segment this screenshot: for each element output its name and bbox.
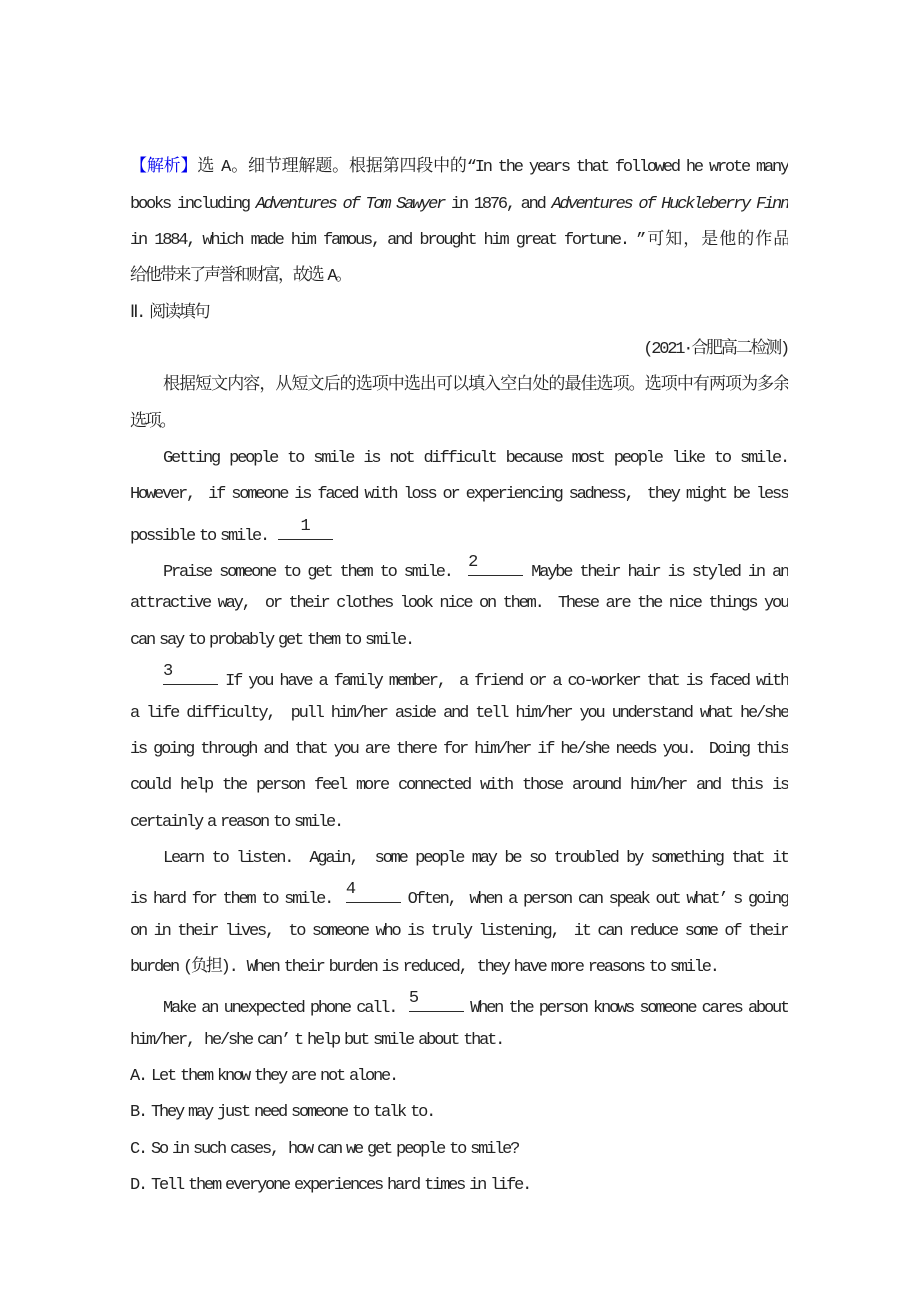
fill-blank-5: 5 (409, 986, 464, 1012)
text-run: If you have a family member, a friend or a co-worker that is faced with (218, 672, 788, 692)
fill-blank-4: 4 (346, 877, 401, 903)
passage-para-4-line-2 (130, 877, 788, 913)
analysis-explanation-line-3 (130, 223, 788, 259)
text-run: in 1884, which made him famous, and brought him great fortune. ”可知，是他的作品 (130, 231, 788, 251)
passage-para-3-line-4 (130, 768, 788, 804)
fill-blank-3: 3 (163, 659, 218, 685)
text-run: burden (负担). When their burden is reduced, they have more reasons to smile. (130, 957, 718, 977)
text-run: possible to smile. (130, 526, 279, 546)
passage-para-5-line-2 (130, 1023, 788, 1059)
text-run: him/her, he/she can’ t help but smile about that. (130, 1030, 504, 1050)
instructions-line-2 (130, 405, 788, 441)
passage-para-1-line-1 (130, 441, 788, 477)
text-run: C. So in such cases, how can we get people to smile? (130, 1139, 519, 1159)
text-run: Maybe their hair is styled in an (523, 563, 788, 583)
text-run: 给他带来了声誉和财富，故选 A。 (130, 267, 351, 287)
choice-b-line-1 (130, 1095, 788, 1131)
text-run: is hard for them to smile. (130, 890, 346, 910)
passage-para-3-line-1 (130, 659, 788, 695)
choice-d-line-1 (130, 1168, 788, 1204)
text-run: in 1876, and (444, 194, 552, 214)
text-run: can say to probably get them to smile. (130, 630, 414, 650)
text-run: (2021·合肥高二检测) (643, 340, 788, 360)
passage-para-4-line-4 (130, 950, 788, 986)
text-run: D. Tell them everyone experiences hard times in life. (130, 1175, 531, 1195)
book-title-italic: Adventures of Tom Sawyer (255, 194, 445, 214)
passage-para-4-line-3 (130, 914, 788, 950)
choice-c-line-1 (130, 1132, 788, 1168)
analysis-explanation-line-4 (130, 259, 788, 295)
text-run: Ⅱ. 阅读填句 (130, 303, 209, 323)
analysis-label: 【解析】 (130, 158, 198, 178)
text-run: However, if someone is faced with loss or experiencing sadness, they might be less (130, 485, 788, 505)
instructions-line-1 (130, 368, 788, 404)
text-run: Learn to listen. Again, some people may be so troubled by something that it (163, 848, 788, 868)
text-run: Make an unexpected phone call. (163, 999, 409, 1019)
passage-para-5-line-1 (130, 986, 788, 1022)
text-run: B. They may just need someone to talk to. (130, 1103, 435, 1123)
answer-options-row (130, 114, 788, 150)
text-run: on in their lives, to someone who is truly listening, it can reduce some of their (130, 921, 788, 941)
passage-para-3-line-5 (130, 805, 788, 841)
fill-blank-1: 1 (278, 514, 333, 540)
analysis-explanation-line-2 (130, 187, 788, 223)
text-run: could help the person feel more connected with those around him/her and this is (130, 776, 788, 796)
choice-a-line-1 (130, 1059, 788, 1095)
passage-para-1-line-3 (130, 514, 788, 550)
text-run: attractive way, or their clothes look nice on them. These are the nice things you (130, 594, 788, 614)
text-run: When the person knows someone cares about (463, 999, 788, 1019)
text-run: is going through and that you are there for him/her if he/she needs you. Doing this (130, 739, 788, 759)
book-title-italic: Adventures of Huckleberry Finn (551, 194, 788, 214)
passage-para-3-line-3 (130, 732, 788, 768)
document-content (130, 114, 788, 1204)
passage-para-1-line-2 (130, 477, 788, 513)
text-run: Often, when a person can speak out what’ s going (400, 890, 788, 910)
text-run: 选项。 (130, 412, 175, 432)
text-run: 选 A。细节理解题。根据第四段中的“In the years that followed he wrote many (197, 158, 788, 178)
passage-para-2-line-3 (130, 623, 788, 659)
passage-para-2-line-1 (130, 550, 788, 586)
passage-para-2-line-2 (130, 586, 788, 622)
section-heading-reading-fill-line-1 (130, 296, 788, 332)
fill-blank-2: 2 (468, 550, 523, 576)
text-run: a life difficulty, pull him/her aside and tell him/her you understand what he/she (130, 703, 788, 723)
text-run: Praise someone to get them to smile. (163, 563, 469, 583)
text-run: certainly a reason to smile. (130, 812, 343, 832)
text-run: Getting people to smile is not difficult because most people like to smile. (163, 449, 788, 469)
passage-para-4-line-1 (130, 841, 788, 877)
analysis-explanation-line-1 (130, 150, 788, 186)
text-run: 根据短文内容，从短文后的选项中选出可以填入空白处的最佳选项。选项中有两项为多余 (163, 376, 788, 396)
passage-para-3-line-2 (130, 696, 788, 732)
text-run: books including (130, 194, 256, 214)
source-tag-line-1 (130, 332, 788, 368)
text-run: A. Let them know they are not alone. (130, 1066, 398, 1086)
